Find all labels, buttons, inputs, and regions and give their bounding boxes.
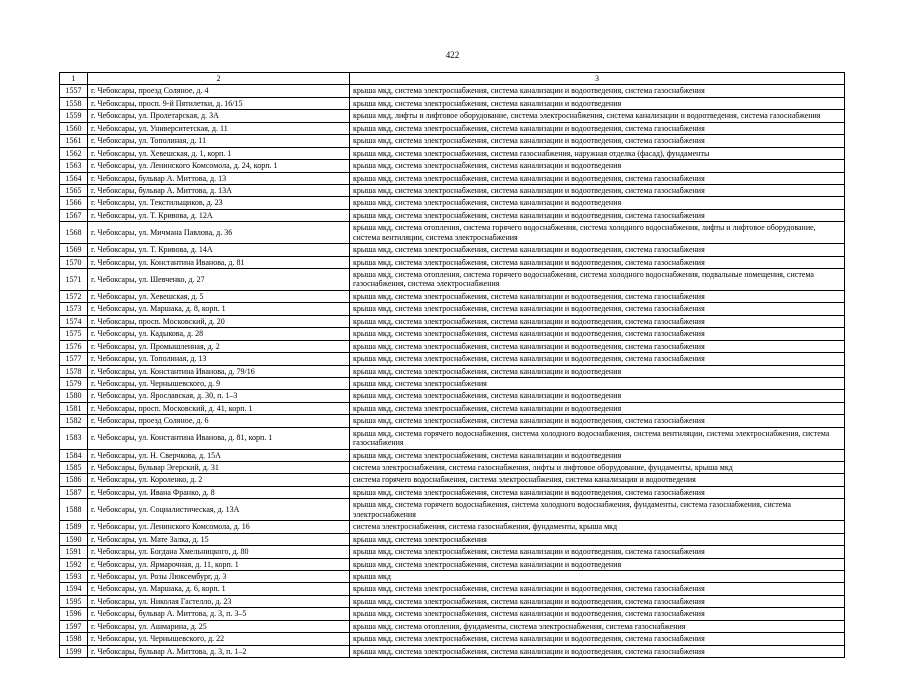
row-number-cell: 1586 (60, 474, 88, 486)
works-cell: крыша мкд, система электроснабжения, система канализации и водоотведения, система газоснабжения (350, 340, 845, 352)
works-cell: крыша мкд, система горячего водоснабжения, система холодного водоснабжения, фундаменты, система газоснабжения, система электроснабжения (350, 499, 845, 521)
row-number-cell: 1566 (60, 197, 88, 209)
address-cell: г. Чебоксары, ул. Маршака, д. 6, корп. 1 (88, 583, 350, 595)
page-number: 422 (445, 50, 460, 60)
address-cell: г. Чебоксары, ул. Константина Иванова, д. 81, корп. 1 (88, 427, 350, 449)
row-number-cell: 1584 (60, 449, 88, 461)
row-number-cell: 1560 (60, 122, 88, 134)
address-cell: г. Чебоксары, ул. Ярославская, д. 30, п. 1–3 (88, 390, 350, 402)
table-row (60, 122, 845, 134)
address-cell: г. Чебоксары, ул. Николая Гастелло, д. 23 (88, 595, 350, 607)
table-row (60, 290, 845, 302)
address-cell: г. Чебоксары, проезд Соляное, д. 4 (88, 85, 350, 97)
address-cell: г. Чебоксары, проезд Соляное, д. 6 (88, 415, 350, 427)
row-number-cell: 1596 (60, 608, 88, 620)
row-number-cell: 1557 (60, 85, 88, 97)
address-cell: г. Чебоксары, ул. Кадыкова, д. 28 (88, 328, 350, 340)
address-cell: г. Чебоксары, ул. Хевешская, д. 1, корп. 1 (88, 147, 350, 159)
row-number-cell: 1582 (60, 415, 88, 427)
address-cell: г. Чебоксары, бульвар А. Миттова, д. 3, п. 3–5 (88, 608, 350, 620)
works-cell: крыша мкд, система электроснабжения, система канализации и водоотведения, система газоснабжения (350, 583, 845, 595)
works-cell: крыша мкд, система электроснабжения, система газоснабжения, наружная отделка (фасад), фундаменты (350, 147, 845, 159)
row-number-cell: 1564 (60, 172, 88, 184)
table-row (60, 328, 845, 340)
table-row (60, 608, 845, 620)
address-cell: г. Чебоксары, ул. Чернышевского, д. 22 (88, 633, 350, 645)
row-number-cell: 1579 (60, 377, 88, 389)
table-row (60, 415, 845, 427)
table-row (60, 521, 845, 533)
address-cell: г. Чебоксары, ул. Мате Залка, д. 15 (88, 533, 350, 545)
row-number-cell: 1599 (60, 645, 88, 657)
address-cell: г. Чебоксары, ул. Короленко, д. 2 (88, 474, 350, 486)
row-number-cell: 1575 (60, 328, 88, 340)
works-cell: крыша мкд, система электроснабжения, система канализации и водоотведения, система газоснабжения (350, 135, 845, 147)
address-cell: г. Чебоксары, ул. Хевешская, д. 5 (88, 290, 350, 302)
address-cell: г. Чебоксары, ул. Ленинского Комсомола, д. 16 (88, 521, 350, 533)
column-header: 2 (88, 73, 350, 85)
works-cell: крыша мкд, система электроснабжения, система канализации и водоотведения, система газоснабжения (350, 315, 845, 327)
table-row (60, 197, 845, 209)
row-number-cell: 1577 (60, 353, 88, 365)
table-row (60, 558, 845, 570)
table-row (60, 172, 845, 184)
works-cell: крыша мкд, система электроснабжения, система канализации и водоотведения, система газоснабжения (350, 172, 845, 184)
address-cell: г. Чебоксары, просп. Московский, д. 20 (88, 315, 350, 327)
row-number-cell: 1592 (60, 558, 88, 570)
works-cell: крыша мкд (350, 570, 845, 582)
row-number-cell: 1578 (60, 365, 88, 377)
works-cell: крыша мкд, система электроснабжения, система канализации и водоотведения, система газоснабжения (350, 415, 845, 427)
address-cell: г. Чебоксары, ул. Ярмарочная, д. 11, корп. 1 (88, 558, 350, 570)
table-row (60, 269, 845, 291)
works-cell: крыша мкд, система электроснабжения, система канализации и водоотведения, система газоснабжения (350, 486, 845, 498)
table-row (60, 365, 845, 377)
works-cell: крыша мкд, система электроснабжения, система канализации и водоотведения (350, 197, 845, 209)
address-cell: г. Чебоксары, бульвар А. Миттова, д. 3, п. 1–2 (88, 645, 350, 657)
address-cell: г. Чебоксары, ул. Т. Кривова, д. 12А (88, 209, 350, 221)
row-number-cell: 1576 (60, 340, 88, 352)
row-number-cell: 1572 (60, 290, 88, 302)
address-cell: г. Чебоксары, бульвар А. Миттова, д. 13А (88, 184, 350, 196)
address-cell: г. Чебоксары, ул. Маршака, д. 8, корп. 1 (88, 303, 350, 315)
address-cell: г. Чебоксары, ул. Богдана Хмельницкого, д. 80 (88, 546, 350, 558)
works-cell: крыша мкд, система горячего водоснабжения, система холодного водоснабжения, система вентиляции, система электроснабжения, система газоснабжения (350, 427, 845, 449)
table-header-row (60, 73, 845, 85)
works-cell: крыша мкд, система электроснабжения (350, 377, 845, 389)
address-cell: г. Чебоксары, ул. Константина Иванова, д. 81 (88, 256, 350, 268)
works-cell: крыша мкд, система электроснабжения, система канализации и водоотведения, система газоснабжения (350, 85, 845, 97)
table-row (60, 244, 845, 256)
row-number-cell: 1597 (60, 620, 88, 632)
row-number-cell: 1563 (60, 160, 88, 172)
table-row (60, 135, 845, 147)
row-number-cell: 1580 (60, 390, 88, 402)
address-cell: г. Чебоксары, ул. Тополиная, д. 11 (88, 135, 350, 147)
works-cell: крыша мкд, система отопления, система горячего водоснабжения, система холодного водоснабжения, подвальные помещения, система газоснабжения, система электроснабжения (350, 269, 845, 291)
row-number-cell: 1593 (60, 570, 88, 582)
table-row (60, 474, 845, 486)
works-cell: крыша мкд, система электроснабжения, система канализации и водоотведения, система газоснабжения (350, 303, 845, 315)
table-row (60, 85, 845, 97)
column-header: 3 (350, 73, 845, 85)
address-cell: г. Чебоксары, ул. Ивана Франко, д. 8 (88, 486, 350, 498)
works-cell: крыша мкд, система электроснабжения, система канализации и водоотведения, система газоснабжения (350, 244, 845, 256)
table-row (60, 97, 845, 109)
row-number-cell: 1571 (60, 269, 88, 291)
address-cell: г. Чебоксары, ул. Промышленная, д. 2 (88, 340, 350, 352)
table-row (60, 427, 845, 449)
table-row (60, 402, 845, 414)
row-number-cell: 1583 (60, 427, 88, 449)
works-cell: крыша мкд, лифты и лифтовое оборудование, система электроснабжения, система канализации и водоотведения, система газоснабжения (350, 110, 845, 122)
address-cell: г. Чебоксары, ул. Ашмарина, д. 25 (88, 620, 350, 632)
table-row (60, 315, 845, 327)
table-row (60, 353, 845, 365)
address-cell: г. Чебоксары, ул. Мичмана Павлова, д. 36 (88, 222, 350, 244)
works-cell: крыша мкд, система электроснабжения, система канализации и водоотведения, система газоснабжения (350, 184, 845, 196)
works-cell: крыша мкд, система электроснабжения, система канализации и водоотведения, система газоснабжения (350, 608, 845, 620)
row-number-cell: 1589 (60, 521, 88, 533)
address-cell: г. Чебоксары, просп. 9-й Пятилетки, д. 16/15 (88, 97, 350, 109)
address-cell: г. Чебоксары, ул. Константина Иванова, д. 79/16 (88, 365, 350, 377)
table-row (60, 147, 845, 159)
row-number-cell: 1561 (60, 135, 88, 147)
row-number-cell: 1559 (60, 110, 88, 122)
row-number-cell: 1585 (60, 462, 88, 474)
row-number-cell: 1574 (60, 315, 88, 327)
table-row (60, 390, 845, 402)
table-row (60, 303, 845, 315)
row-number-cell: 1558 (60, 97, 88, 109)
address-cell: г. Чебоксары, ул. Ленинского Комсомола, д. 24, корп. 1 (88, 160, 350, 172)
works-cell: крыша мкд, система электроснабжения, система канализации и водоотведения, система газоснабжения (350, 122, 845, 134)
row-number-cell: 1581 (60, 402, 88, 414)
row-number-cell: 1573 (60, 303, 88, 315)
table-body (60, 85, 845, 658)
row-number-cell: 1588 (60, 499, 88, 521)
address-cell: г. Чебоксары, бульвар Эгерский, д. 31 (88, 462, 350, 474)
works-cell: крыша мкд, система электроснабжения, система канализации и водоотведения (350, 97, 845, 109)
row-number-cell: 1590 (60, 533, 88, 545)
works-cell: крыша мкд, система электроснабжения, система канализации и водоотведения, система газоснабжения (350, 633, 845, 645)
address-cell: г. Чебоксары, ул. Чернышевского, д. 9 (88, 377, 350, 389)
row-number-cell: 1595 (60, 595, 88, 607)
table-row (60, 595, 845, 607)
works-cell: крыша мкд, система отопления, фундаменты, система электроснабжения, система газоснабжения (350, 620, 845, 632)
row-number-cell: 1591 (60, 546, 88, 558)
works-cell: крыша мкд, система электроснабжения, система канализации и водоотведения, система газоснабжения (350, 328, 845, 340)
row-number-cell: 1569 (60, 244, 88, 256)
works-cell: крыша мкд, система электроснабжения, система канализации и водоотведения (350, 390, 845, 402)
table-row (60, 160, 845, 172)
address-cell: г. Чебоксары, ул. Тополиная, д. 13 (88, 353, 350, 365)
repairs-table (59, 72, 845, 658)
works-cell: крыша мкд, система электроснабжения, система канализации и водоотведения (350, 449, 845, 461)
table-row (60, 499, 845, 521)
row-number-cell: 1567 (60, 209, 88, 221)
table-row (60, 256, 845, 268)
table-row (60, 645, 845, 657)
address-cell: г. Чебоксары, ул. Розы Люксембург, д. 3 (88, 570, 350, 582)
table-row (60, 377, 845, 389)
table-row (60, 209, 845, 221)
address-cell: г. Чебоксары, просп. Московский, д. 41, корп. 1 (88, 402, 350, 414)
address-cell: г. Чебоксары, ул. Университетская, д. 11 (88, 122, 350, 134)
table-row (60, 340, 845, 352)
works-cell: крыша мкд, система электроснабжения, система канализации и водоотведения, система газоснабжения (350, 256, 845, 268)
works-cell: система электроснабжения, система газоснабжения, лифты и лифтовое оборудование, фундаменты, крыша мкд (350, 462, 845, 474)
table-row (60, 486, 845, 498)
table-row (60, 633, 845, 645)
works-cell: крыша мкд, система электроснабжения, система канализации и водоотведения, система газоснабжения (350, 546, 845, 558)
row-number-cell: 1568 (60, 222, 88, 244)
column-header: 1 (60, 73, 88, 85)
address-cell: г. Чебоксары, ул. Шевченко, д. 27 (88, 269, 350, 291)
row-number-cell: 1594 (60, 583, 88, 595)
address-cell: г. Чебоксары, ул. Т. Кривова, д. 14А (88, 244, 350, 256)
row-number-cell: 1570 (60, 256, 88, 268)
row-number-cell: 1598 (60, 633, 88, 645)
table-row (60, 222, 845, 244)
table-row (60, 462, 845, 474)
works-cell: крыша мкд, система электроснабжения, система канализации и водоотведения (350, 402, 845, 414)
address-cell: г. Чебоксары, ул. Пролетарская, д. 3А (88, 110, 350, 122)
works-cell: крыша мкд, система электроснабжения, система канализации и водоотведения, система газоснабжения (350, 353, 845, 365)
works-cell: крыша мкд, система электроснабжения, система канализации и водоотведения (350, 160, 845, 172)
address-cell: г. Чебоксары, ул. Н. Сверчкова, д. 15А (88, 449, 350, 461)
table-row (60, 449, 845, 461)
table-row (60, 570, 845, 582)
address-cell: г. Чебоксары, ул. Социалистическая, д. 13А (88, 499, 350, 521)
table-row (60, 546, 845, 558)
works-cell: крыша мкд, система электроснабжения, система канализации и водоотведения, система газоснабжения (350, 290, 845, 302)
works-cell: крыша мкд, система электроснабжения (350, 533, 845, 545)
table-row (60, 110, 845, 122)
row-number-cell: 1587 (60, 486, 88, 498)
table-row (60, 533, 845, 545)
row-number-cell: 1565 (60, 184, 88, 196)
address-cell: г. Чебоксары, бульвар А. Миттова, д. 13 (88, 172, 350, 184)
works-cell: крыша мкд, система электроснабжения, система канализации и водоотведения, система газоснабжения (350, 209, 845, 221)
table-row (60, 184, 845, 196)
table-row (60, 620, 845, 632)
works-cell: крыша мкд, система отопления, система горячего водоснабжения, система холодного водоснабжения, лифты и лифтовое оборудование, система вентиляции, система электроснабжения (350, 222, 845, 244)
table-row (60, 583, 845, 595)
works-cell: система электроснабжения, система газоснабжения, фундаменты, крыша мкд (350, 521, 845, 533)
works-cell: крыша мкд, система электроснабжения, система канализации и водоотведения, система газоснабжения (350, 595, 845, 607)
works-cell: крыша мкд, система электроснабжения, система канализации и водоотведения, система газоснабжения (350, 645, 845, 657)
works-cell: крыша мкд, система электроснабжения, система канализации и водоотведения (350, 365, 845, 377)
address-cell: г. Чебоксары, ул. Текстильщиков, д. 23 (88, 197, 350, 209)
works-cell: система горячего водоснабжения, система электроснабжения, система канализации и водоотведения (350, 474, 845, 486)
row-number-cell: 1562 (60, 147, 88, 159)
works-cell: крыша мкд, система электроснабжения, система канализации и водоотведения (350, 558, 845, 570)
